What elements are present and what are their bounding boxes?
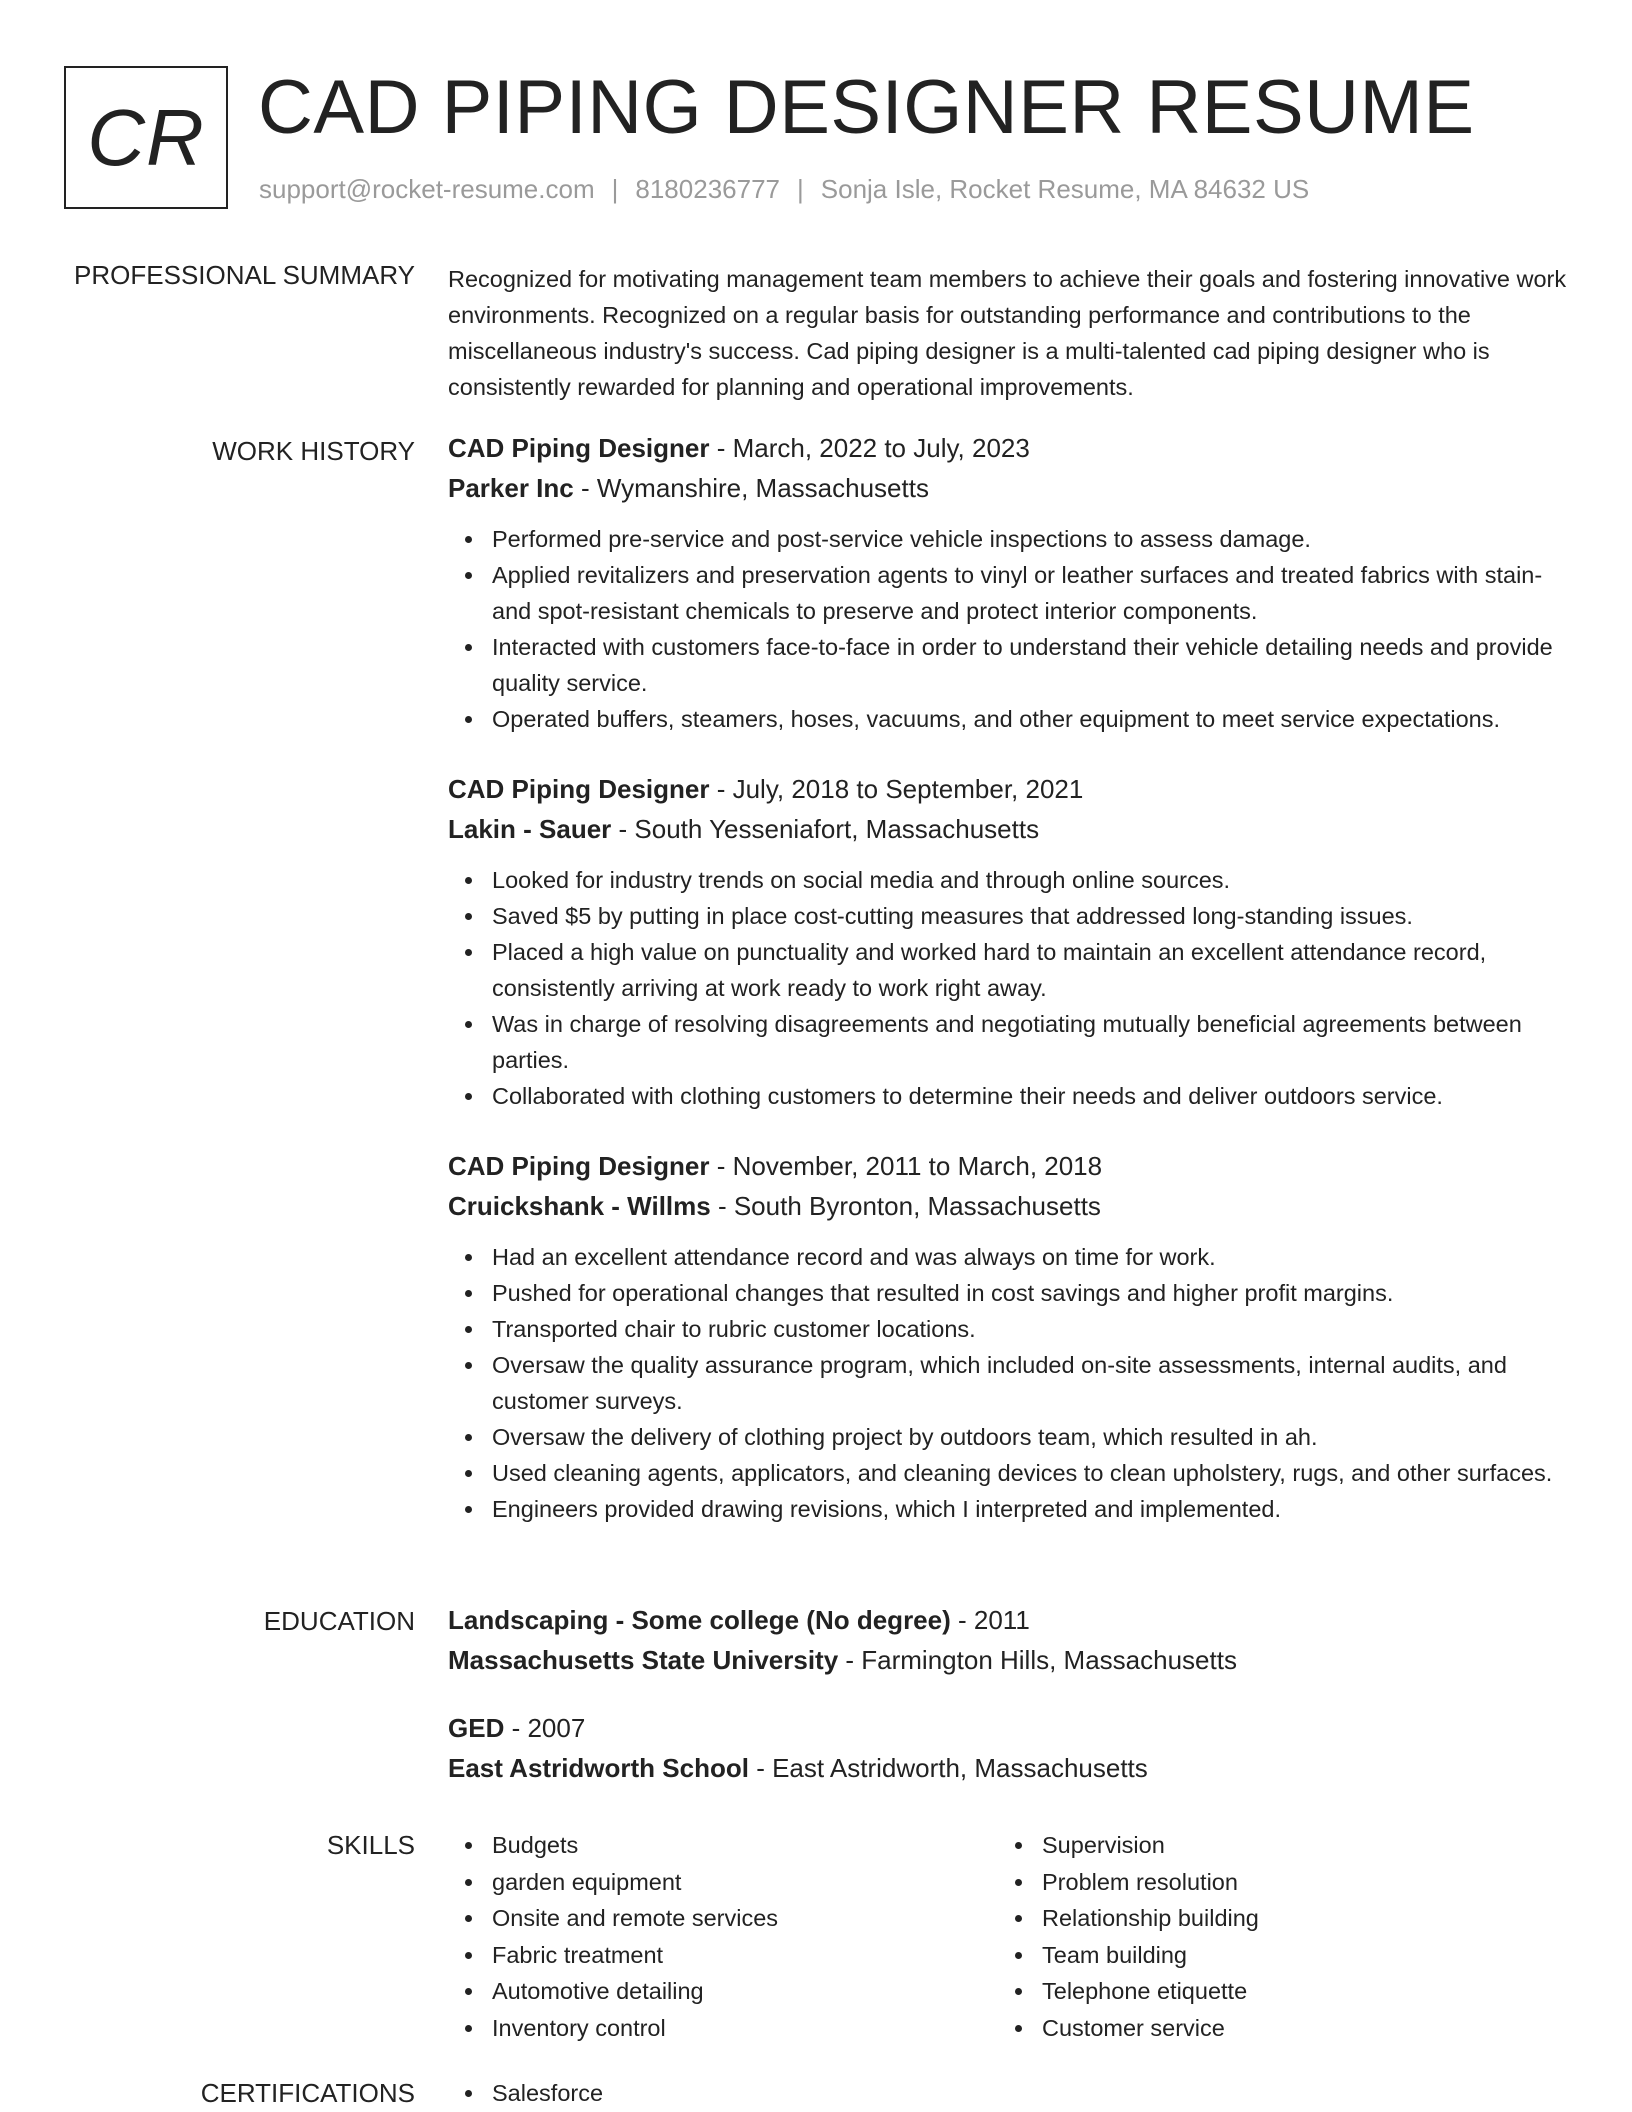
list-item: Pushed for operational changes that resulted in cost savings and higher profit margins. [448,1275,1568,1311]
monogram-box [64,66,228,209]
job-role: CAD Piping Designer [448,1151,710,1181]
education-location: - Farmington Hills, Massachusetts [838,1645,1237,1675]
list-item: Engineers provided drawing revisions, which I interpreted and implemented. [448,1491,1568,1527]
education-year: - 2011 [950,1605,1030,1635]
monogram-initials: CR [87,92,205,182]
list-item: Automotive detailing [448,1973,998,2010]
education-year: - 2007 [504,1713,586,1743]
summary-text: Recognized for motivating management team members to achieve their goals and fostering innovative work environments. Recognized on a regular basis for outstanding performance and contributions to the miscellaneous industry's success. Cad piping designer is a multi-talented cad piping designer who is consistently rewarded for planning and operational improvements. [448,266,1567,400]
education-degree: GED [448,1713,505,1743]
list-item: Performed pre-service and post-service vehicle inspections to assess damage. [448,521,1568,557]
resume-header [64,66,1592,210]
job-role: CAD Piping Designer [448,433,710,463]
list-item: Fabric treatment [448,1937,998,1974]
job-company: Cruickshank - Willms [448,1191,711,1221]
list-item: Placed a high value on punctuality and worked hard to maintain an excellent attendance record, consistently arriving at work ready to work right away. [448,934,1568,1006]
section-title-certifications: CERTIFICATIONS [200,2078,415,2108]
job-location: - Wymanshire, Massachusetts [573,473,929,503]
contact-phone: 8180236777 [635,174,780,204]
section-title-education: EDUCATION [263,1606,415,1636]
certifications-list [448,2075,998,2112]
job-entry [448,1146,1568,1527]
list-item: Had an excellent attendance record and was always on time for work. [448,1239,1568,1275]
list-item: Interacted with customers face-to-face in order to understand their vehicle detailing needs and provide quality service. [448,629,1568,701]
list-item: Used cleaning agents, applicators, and cleaning devices to clean upholstery, rugs, and other surfaces. [448,1455,1568,1491]
list-item: Collaborated with clothing customers to determine their needs and deliver outdoors service. [448,1078,1568,1114]
skills-columns [448,1827,1568,2047]
job-company: Lakin - Sauer [448,814,612,844]
list-item: Applied revitalizers and preservation agents to vinyl or leather surfaces and treated fabrics with stain- and spot-resistant chemicals to preserve and protect interior components. [448,557,1568,629]
list-item: Was in charge of resolving disagreements and negotiating mutually beneficial agreements between parties. [448,1006,1568,1078]
education-entry [448,1708,1568,1788]
job-entry [448,769,1568,1114]
skills-list-left [448,1827,998,2047]
list-item: Supervision [998,1827,1548,1864]
contact-separator: | [611,174,619,204]
education-entry [448,1600,1568,1680]
list-item: Customer service [998,2010,1548,2047]
job-bullets [448,1239,1568,1527]
job-entry [448,428,1568,737]
job-dates: - July, 2018 to September, 2021 [709,774,1084,804]
work-history-list [448,428,1568,1559]
contact-separator: | [797,174,804,204]
skills-list-right [998,1827,1548,2047]
list-item: Operated buffers, steamers, hoses, vacuums, and other equipment to meet service expectations. [448,701,1568,737]
section-title-summary: PROFESSIONAL SUMMARY [74,260,415,290]
list-item: Oversaw the quality assurance program, which included on-site assessments, internal audits, and customer surveys. [448,1347,1568,1419]
list-item: Looked for industry trends on social media and through online sources. [448,862,1568,898]
education-location: - East Astridworth, Massachusetts [748,1753,1148,1783]
education-degree: Landscaping - Some college (No degree) [448,1605,951,1635]
list-item: Oversaw the delivery of clothing project by outdoors team, which resulted in ah. [448,1419,1568,1455]
list-item: Telephone etiquette [998,1973,1548,2010]
section-title-work-history: WORK HISTORY [212,436,415,466]
contact-address: Sonja Isle, Rocket Resume, MA 84632 US [820,174,1310,204]
list-item: Salesforce [448,2075,998,2112]
contact-email: support@rocket-resume.com [259,174,595,204]
list-item: Problem resolution [998,1864,1548,1901]
job-role: CAD Piping Designer [448,774,710,804]
contact-line [259,174,1309,205]
job-bullets [448,862,1568,1114]
job-bullets [448,521,1568,737]
section-title-skills: SKILLS [326,1830,415,1860]
job-location: - South Yesseniafort, Massachusetts [611,814,1040,844]
education-school: Massachusetts State University [448,1645,839,1675]
list-item: Team building [998,1937,1548,1974]
job-dates: - November, 2011 to March, 2018 [709,1151,1103,1181]
list-item: Transported chair to rubric customer locations. [448,1311,1568,1347]
education-list [448,1600,1568,1816]
list-item: Inventory control [448,2010,998,2047]
list-item: Relationship building [998,1900,1548,1937]
list-item: garden equipment [448,1864,998,1901]
resume-title: CAD PIPING DESIGNER RESUME [258,65,1475,150]
list-item: Onsite and remote services [448,1900,998,1937]
job-company: Parker Inc [448,473,574,503]
job-dates: - March, 2022 to July, 2023 [709,433,1030,463]
list-item: Saved $5 by putting in place cost-cutting measures that addressed long-standing issues. [448,898,1568,934]
education-school: East Astridworth School [448,1753,749,1783]
job-location: - South Byronton, Massachusetts [710,1191,1101,1221]
list-item: Budgets [448,1827,998,1864]
